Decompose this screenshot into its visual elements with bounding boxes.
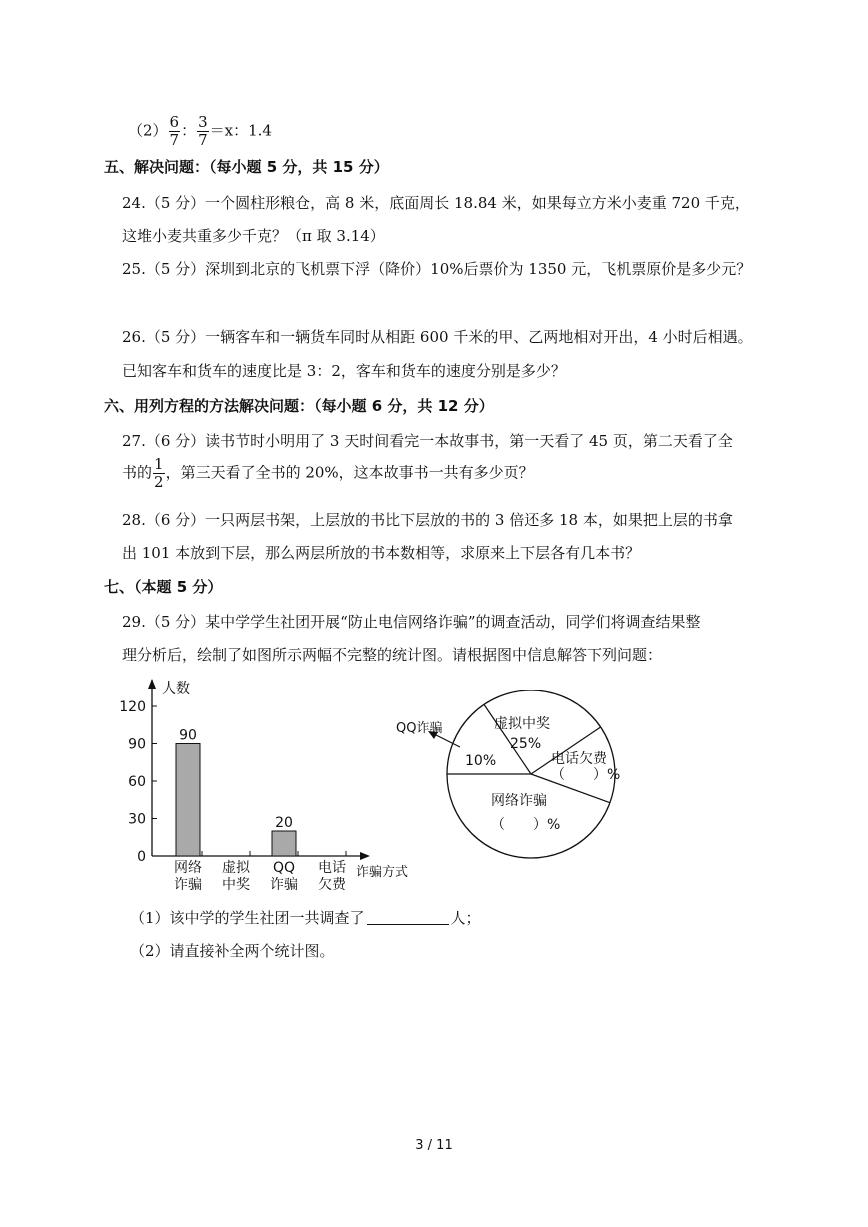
q27-line-1: 27.（6 分）读书节时小明用了 3 天时间看完一本故事书，第一天看了 45 页，第二天看了全 (122, 432, 733, 450)
q29-sub-1: （1）该中学的学生社团一共调查了 人； (130, 909, 481, 927)
pie-slice-label-qq: 10% (465, 753, 497, 769)
section-6-title: 六、用列方程的方法解决问题：（每小题 6 分，共 12 分） (104, 397, 494, 415)
fraction-3-7: $\frac{3}{7}$ (198, 113, 208, 149)
y-axis-arrow (148, 679, 156, 689)
q29-line-1: 29.（5 分）某中学学生社团开展“防止电信网络诈骗”的调查活动，同学们将调查结果整 (122, 613, 701, 631)
q26-line-1: 26.（5 分）一辆客车和一辆货车同时从相距 600 千米的甲、乙两地相对开出，4 小时后相遇。 (122, 328, 753, 346)
x-tick-label: 网络 (174, 860, 202, 876)
q28-line-2: 出 101 本放到下层，那么两层所放的书本数相等，求原来上下层各有几本书？ (122, 544, 641, 562)
pie-slice-name-online: 网络诈骗 (491, 793, 547, 809)
x-tick-label: 虚拟 (222, 860, 250, 876)
q28-line-1: 28.（6 分）一只两层书架，上层放的书比下层放的书的 3 倍还多 18 本，如果把上层的书拿 (122, 511, 733, 529)
y-axis-label: 人数 (162, 681, 190, 697)
y-tick-label: 60 (128, 774, 146, 790)
y-tick-label: 30 (128, 811, 146, 828)
equation-2: （2） $\frac{6}{7}$ ： $\frac{3}{7}$ ＝x：1.4 (128, 113, 272, 149)
x-tick-label: 欠费 (318, 877, 346, 893)
fraction-1-2: $\frac{1}{2}$ (154, 455, 164, 491)
q29-sub-2: （2）请直接补全两个统计图。 (130, 942, 335, 960)
x-axis-label: 诈骗方式 (356, 865, 409, 880)
x-tick-label: 诈骗 (174, 877, 202, 893)
q24-line-2: 这堆小麦共重多少千克？（π 取 3.14） (122, 227, 385, 245)
bar-chart (110, 672, 420, 902)
page-number: 3 / 11 (415, 1138, 453, 1153)
bar (272, 831, 296, 856)
qq-outside-label: QQ诈骗 (396, 721, 443, 736)
q24-line-1: 24.（5 分）一个圆柱形粮仓，高 8 米，底面周长 18.84 米，如果每立方米小麦重 720 千克， (122, 194, 750, 212)
pie-slice-name-lottery: 虚拟中奖 (494, 716, 550, 732)
pie-slice-label-online: （ ）% (491, 817, 561, 833)
q27-line-2: 书的 $\frac{1}{2}$ ，第三天看了全书的 20%，这本故事书一共有多少页？ (122, 455, 534, 491)
bar-data-label: 90 (179, 727, 197, 744)
equation-label: （2） (128, 121, 168, 140)
y-tick-label: 120 (119, 699, 146, 715)
pie-slice-label-lottery: 25% (510, 736, 542, 752)
q29-line-2: 理分析后，绘制了如图所示两幅不完整的统计图。请根据图中信息解答下列问题： (122, 646, 663, 664)
x-tick-label: 诈骗 (270, 877, 298, 893)
answer-blank[interactable] (367, 910, 449, 925)
x-tick-label: QQ (272, 860, 296, 876)
q25-line-1: 25.（5 分）深圳到北京的飞机票下浮（降价）10%后票价为 1350 元，飞机票原价是多少元？ (122, 260, 752, 278)
fraction-6-7: $\frac{6}{7}$ (169, 113, 180, 149)
bar-data-label: 20 (275, 815, 293, 831)
bar (176, 744, 200, 857)
pie-slice-name-phone: 电话欠费 (551, 751, 607, 767)
section-5-title: 五、解决问题：（每小题 5 分，共 15 分） (104, 158, 389, 176)
x-tick-label: 中奖 (222, 877, 250, 893)
y-tick-label: 0 (137, 849, 146, 865)
pie-slice-label-phone: （ ）% (551, 767, 621, 783)
q26-line-2: 已知客车和货车的速度比是 3：2，客车和货车的速度分别是多少？ (122, 362, 566, 380)
pie-chart (388, 690, 658, 870)
y-tick-label: 90 (128, 736, 146, 753)
x-tick-label: 电话 (318, 860, 346, 876)
section-7-title: 七、（本题 5 分） (104, 578, 223, 596)
x-axis-arrow (360, 852, 370, 860)
